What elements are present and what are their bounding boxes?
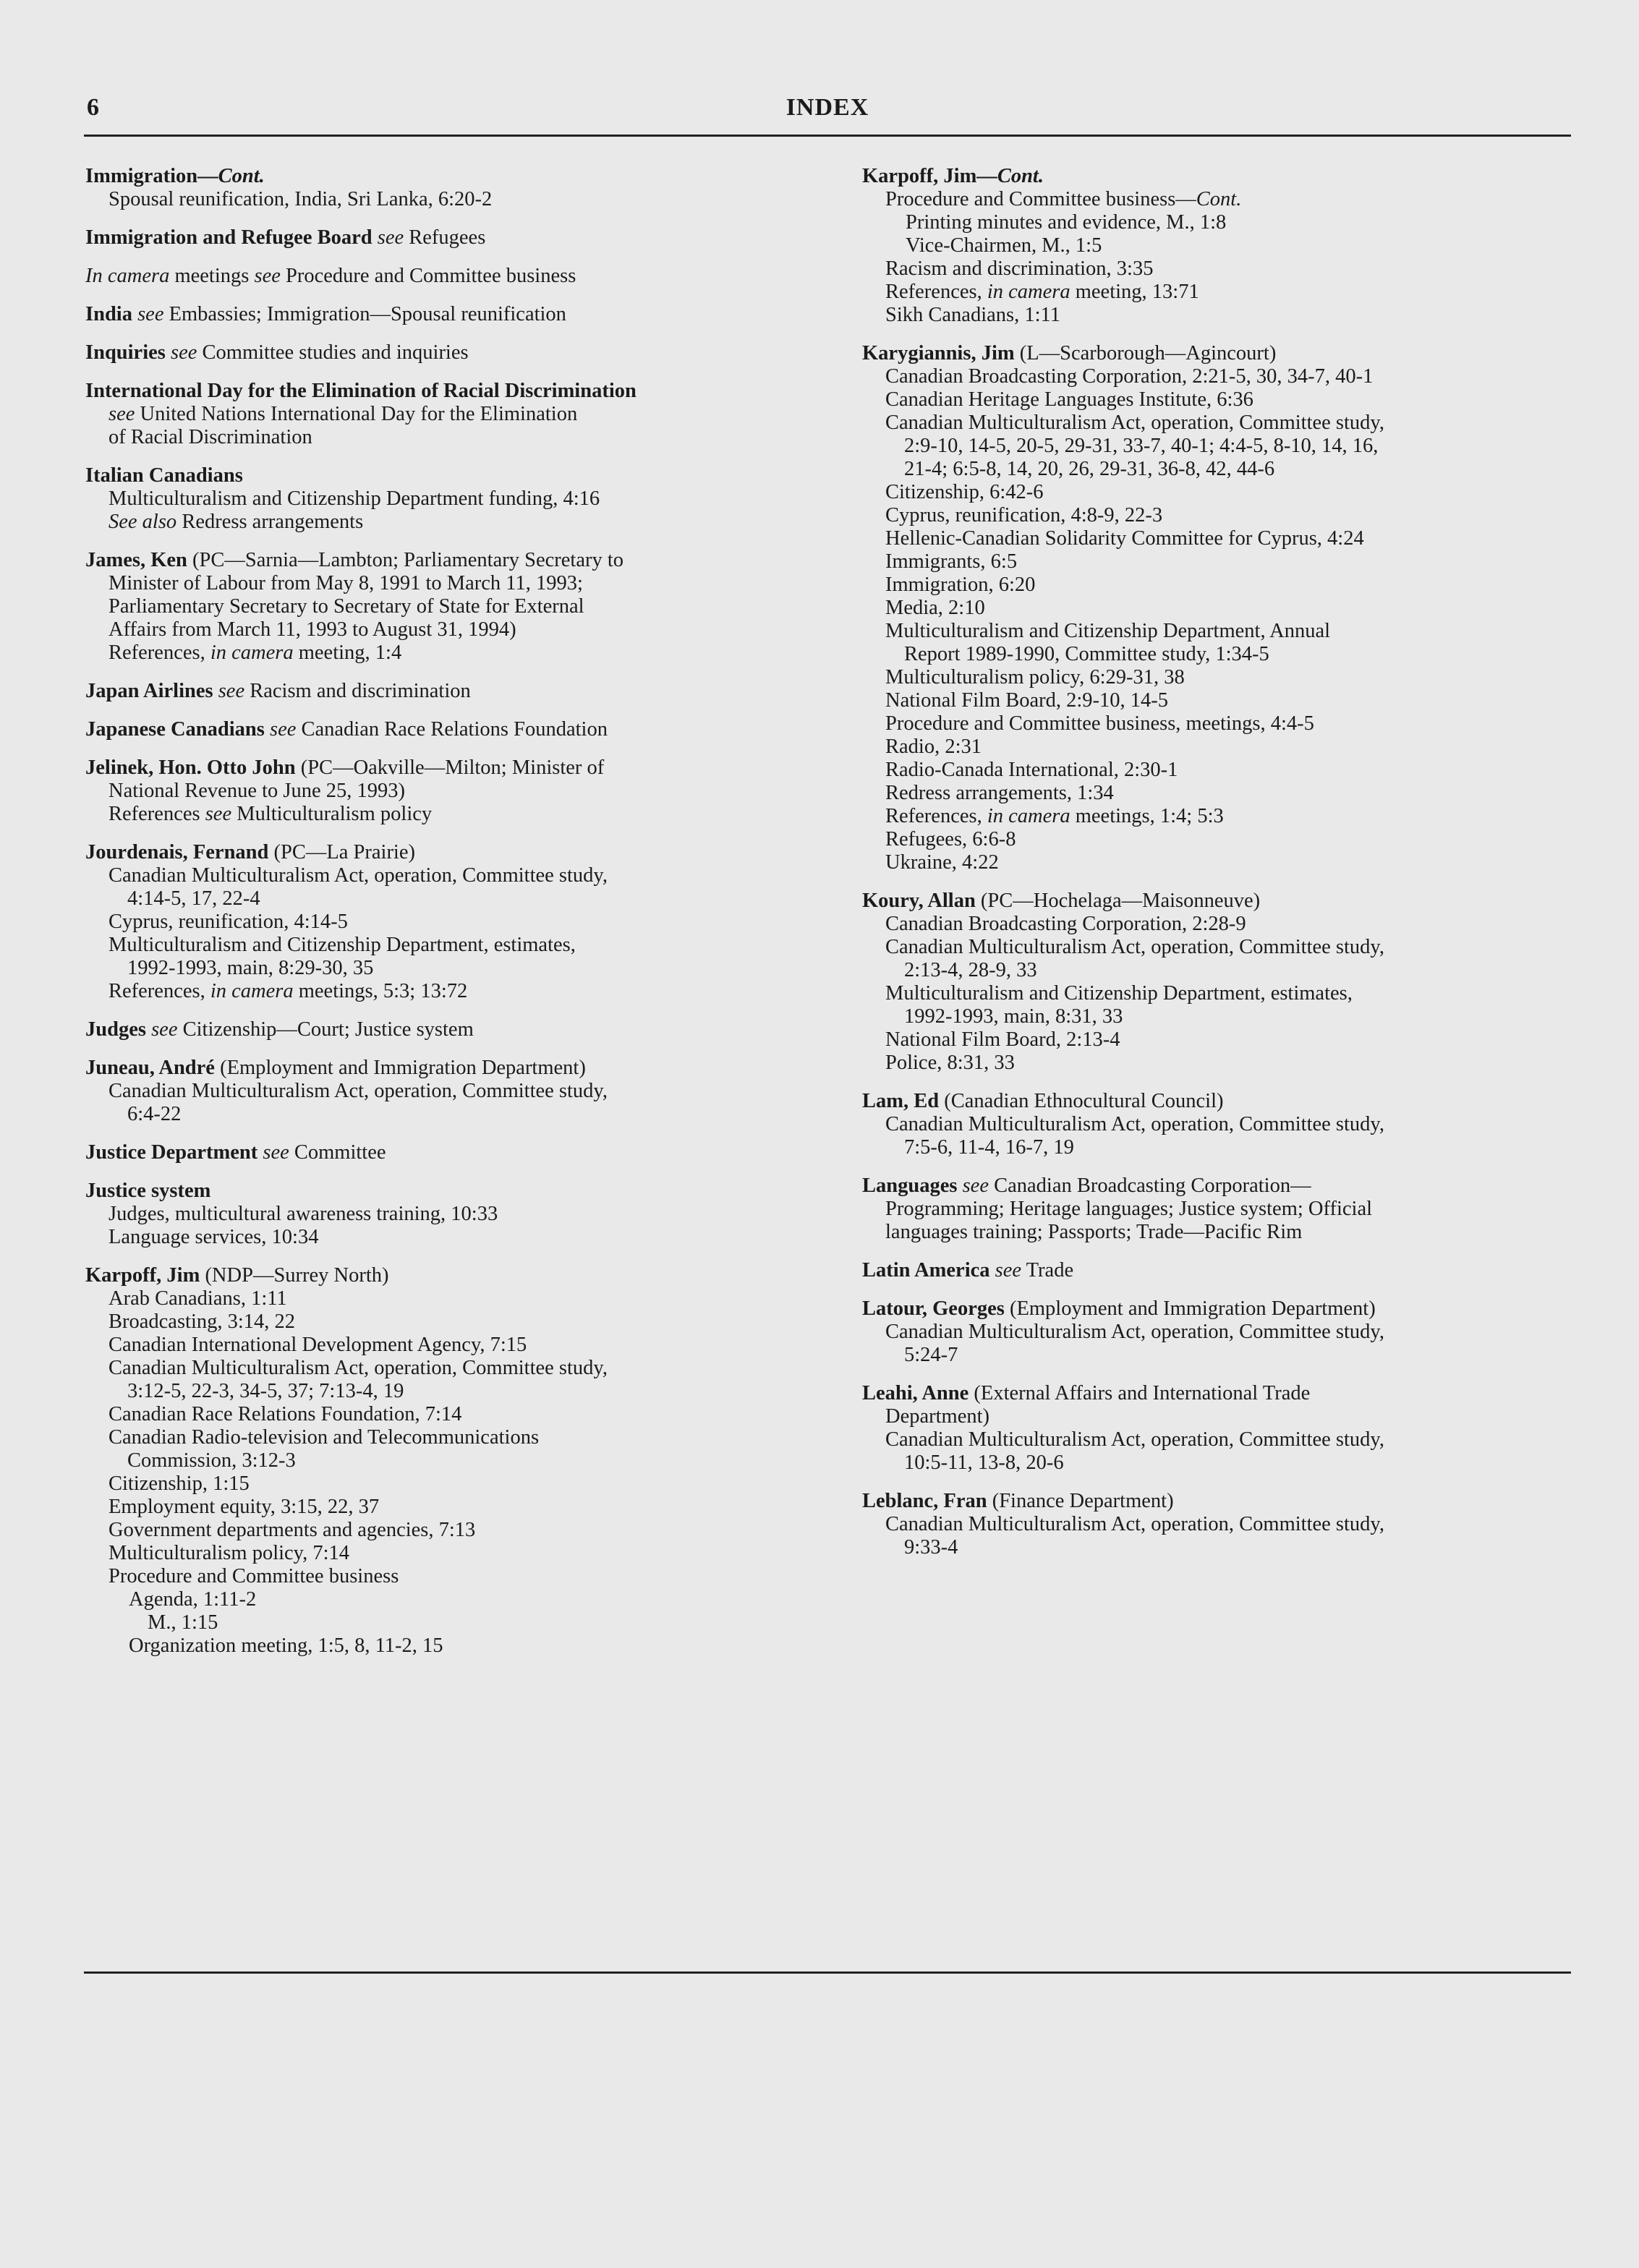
index-subentry	[85, 1449, 794, 1472]
index-subentry	[862, 481, 1571, 504]
index-text: (PC—Hochelaga—Maisonneuve)	[975, 890, 1261, 912]
index-text: Committee	[289, 1141, 386, 1164]
index-subentry	[85, 803, 794, 826]
index-text: Media, 2:10	[885, 597, 985, 619]
index-subentry	[862, 527, 1571, 550]
index-text: Racism and discrimination	[244, 680, 471, 702]
index-subentry	[85, 1426, 794, 1449]
index-text: Sikh Canadians, 1:11	[885, 304, 1060, 326]
index-subentry	[85, 1310, 794, 1334]
index-text: meetings, 5:3; 13:72	[293, 980, 468, 1002]
index-text: Judges	[85, 1018, 152, 1041]
index-subentry	[862, 828, 1571, 851]
index-text: Citizenship, 6:42-6	[885, 481, 1044, 503]
running-head: INDEX	[786, 94, 869, 121]
index-text: Multiculturalism and Citizenship Department, Annual	[885, 620, 1331, 642]
index-text: (L—Scarborough—Agincourt)	[1014, 342, 1277, 364]
index-subentry	[862, 458, 1571, 481]
index-text: Procedure and Committee business	[280, 265, 576, 287]
index-text: 9:33-4	[904, 1536, 958, 1559]
index-subentry	[862, 959, 1571, 982]
index-subentry	[862, 643, 1571, 666]
index-text: meeting, 1:4	[293, 641, 402, 664]
index-subentry	[85, 641, 794, 665]
index-entry	[862, 1490, 1571, 1559]
index-subentry	[85, 1496, 794, 1519]
index-text: Canadian Race Relations Foundation, 7:14	[108, 1403, 462, 1425]
index-subentry	[862, 1028, 1571, 1052]
index-text: Multiculturalism and Citizenship Department, estimates,	[885, 982, 1353, 1005]
index-subentry	[85, 887, 794, 911]
index-subentry	[862, 550, 1571, 574]
index-text: 6:4-22	[127, 1103, 182, 1125]
index-subentry	[85, 1103, 794, 1126]
index-text: Canadian Multiculturalism Act, operation, Committee study,	[108, 1357, 608, 1379]
index-entry	[85, 265, 794, 288]
index-entry	[85, 1141, 794, 1164]
index-text: see	[218, 680, 245, 702]
index-text: Lam, Ed	[862, 1090, 940, 1112]
index-heading	[85, 549, 794, 572]
index-entry	[85, 1018, 794, 1041]
index-subentry	[862, 1136, 1571, 1159]
index-text: Canadian Multiculturalism Act, operation, Committee study,	[108, 1080, 608, 1102]
index-text: Multiculturalism policy, 7:14	[108, 1542, 349, 1564]
index-text: meeting, 13:71	[1070, 281, 1199, 303]
index-entry	[862, 1259, 1571, 1282]
index-text: in camera	[987, 805, 1070, 827]
index-text: Spousal reunification, India, Sri Lanka, 6:20-2	[108, 188, 493, 210]
index-text: References,	[885, 281, 987, 303]
index-text: India	[85, 303, 138, 325]
index-text: Judges, multicultural awareness training, 10:33	[108, 1203, 498, 1225]
index-text: In camera	[85, 265, 170, 287]
index-subentry	[85, 1542, 794, 1565]
index-subentry	[85, 426, 794, 449]
index-subentry	[85, 1472, 794, 1496]
index-entry	[862, 342, 1571, 874]
index-subentry	[85, 911, 794, 934]
index-subentry	[862, 365, 1571, 388]
index-text: see	[263, 1141, 289, 1164]
index-text: Printing minutes and evidence, M., 1:8	[906, 211, 1227, 234]
index-subentry	[85, 1380, 794, 1403]
index-text: Parliamentary Secretary to Secretary of State for External	[108, 595, 584, 618]
index-subentry	[85, 1357, 794, 1380]
index-text: Radio-Canada International, 2:30-1	[885, 759, 1178, 781]
index-heading	[85, 1141, 794, 1164]
index-entry	[85, 756, 794, 826]
index-text: (NDP—Surrey North)	[200, 1264, 389, 1287]
index-text: Canadian Heritage Languages Institute, 6:36	[885, 388, 1253, 411]
index-text: see	[171, 341, 197, 364]
index-text: Refugees, 6:6-8	[885, 828, 1016, 850]
index-subentry	[862, 435, 1571, 458]
index-text: Multiculturalism policy	[231, 803, 433, 825]
index-text: Minister of Labour from May 8, 1991 to March 11, 1993;	[108, 572, 583, 594]
index-text: References,	[108, 980, 210, 1002]
index-text: 10:5-11, 13-8, 20-6	[904, 1451, 1064, 1474]
index-heading	[85, 1018, 794, 1041]
index-heading	[862, 1382, 1571, 1405]
index-heading	[862, 165, 1571, 188]
index-text: References	[108, 803, 205, 825]
index-heading	[85, 1180, 794, 1203]
index-subentry	[862, 666, 1571, 689]
index-text: Japan Airlines	[85, 680, 218, 702]
index-text: (External Affairs and International Trade	[968, 1382, 1311, 1404]
index-heading	[85, 464, 794, 487]
index-text: see	[254, 265, 281, 287]
index-text: (PC—Oakville—Milton; Minister of	[295, 756, 605, 779]
index-text: 3:12-5, 22-3, 34-5, 37; 7:13-4, 19	[127, 1380, 404, 1402]
index-subentry	[862, 913, 1571, 936]
index-text: Latin America	[862, 1259, 995, 1282]
index-heading	[862, 1490, 1571, 1513]
index-text: Hellenic-Canadian Solidarity Committee for Cyprus, 4:24	[885, 527, 1364, 550]
index-entry	[85, 680, 794, 703]
index-text: Canadian Broadcasting Corporation—	[988, 1174, 1311, 1197]
index-text: meetings	[169, 265, 255, 287]
index-text: International Day for the Elimination of Racial Discrimination	[85, 380, 637, 402]
index-entry	[862, 1090, 1571, 1159]
index-text: Canadian Multiculturalism Act, operation, Committee study,	[885, 1513, 1384, 1535]
index-entry	[85, 226, 794, 250]
index-subentry	[85, 1519, 794, 1542]
index-entry	[85, 303, 794, 326]
index-text: M., 1:15	[148, 1611, 218, 1634]
index-text: Cyprus, reunification, 4:8-9, 22-3	[885, 504, 1163, 526]
index-text: 2:13-4, 28-9, 33	[904, 959, 1037, 981]
index-text: Organization meeting, 1:5, 8, 11-2, 15	[129, 1634, 443, 1657]
index-subentry	[85, 511, 794, 534]
index-heading	[85, 1057, 794, 1080]
index-text: Programming; Heritage languages; Justice system; Official	[885, 1198, 1373, 1220]
index-text: Languages	[862, 1174, 963, 1197]
index-text: Procedure and Committee business—	[885, 188, 1196, 210]
index-text: Cyprus, reunification, 4:14-5	[108, 911, 348, 933]
index-subentry	[862, 304, 1571, 327]
index-text: Karpoff, Jim—	[862, 165, 997, 187]
index-subentry	[862, 736, 1571, 759]
index-text: Citizenship, 1:15	[108, 1472, 250, 1495]
index-entry	[862, 1297, 1571, 1367]
index-text: 5:24-7	[904, 1344, 958, 1366]
index-subentry	[85, 1287, 794, 1310]
index-subentry	[85, 980, 794, 1003]
index-text: of Racial Discrimination	[108, 426, 312, 448]
index-subentry	[85, 934, 794, 957]
index-text: References,	[108, 641, 210, 664]
index-text: Affairs from March 11, 1993 to August 31, 1994)	[108, 618, 516, 641]
index-text: (Canadian Ethnocultural Council)	[939, 1090, 1224, 1112]
index-text: Cont.	[218, 165, 265, 187]
index-subentry	[862, 388, 1571, 412]
index-subentry	[85, 1588, 794, 1611]
index-entry	[85, 165, 794, 211]
page-number: 6	[87, 94, 99, 121]
index-text: Latour, Georges	[862, 1297, 1005, 1320]
index-subentry	[862, 412, 1571, 435]
index-heading	[85, 756, 794, 780]
index-text: National Film Board, 2:13-4	[885, 1028, 1120, 1051]
index-text: in camera	[210, 641, 294, 664]
index-text: 4:14-5, 17, 22-4	[127, 887, 260, 910]
index-subentry	[862, 257, 1571, 281]
index-text: see	[151, 1018, 178, 1041]
index-entry	[85, 341, 794, 364]
index-subentry	[85, 864, 794, 887]
index-text: Procedure and Committee business, meetings, 4:4-5	[885, 712, 1314, 735]
index-text: see	[269, 718, 297, 741]
index-heading	[85, 341, 794, 364]
index-subentry	[862, 982, 1571, 1005]
index-text: Cont.	[997, 165, 1044, 187]
index-text: see	[962, 1174, 989, 1197]
index-entry	[85, 1057, 794, 1126]
index-text: Immigrants, 6:5	[885, 550, 1018, 573]
index-entry	[85, 1180, 794, 1249]
index-text: Redress arrangements, 1:34	[885, 782, 1114, 804]
index-text: United Nations International Day for the Elimination	[135, 403, 578, 425]
index-text: Radio, 2:31	[885, 736, 982, 758]
index-text: languages training; Passports; Trade—Pacific Rim	[885, 1221, 1303, 1243]
index-text: 7:5-6, 11-4, 16-7, 19	[904, 1136, 1074, 1159]
index-text: Canadian Multiculturalism Act, operation, Committee study,	[885, 936, 1384, 958]
index-subentry	[85, 780, 794, 803]
index-subentry	[862, 805, 1571, 828]
index-column-left	[85, 165, 794, 1673]
index-text: Ukraine, 4:22	[885, 851, 999, 874]
index-text: Commission, 3:12-3	[127, 1449, 296, 1472]
index-entry	[85, 718, 794, 741]
index-subentry	[85, 403, 794, 426]
index-heading	[862, 890, 1571, 913]
index-text: Leblanc, Fran	[862, 1490, 987, 1512]
index-text: Department)	[885, 1405, 990, 1428]
index-subentry	[85, 1080, 794, 1103]
index-subentry	[862, 504, 1571, 527]
page-header	[84, 91, 1571, 137]
index-text: Multiculturalism and Citizenship Department funding, 4:16	[108, 487, 600, 510]
index-text: Canadian Multiculturalism Act, operation, Committee study,	[885, 1321, 1384, 1343]
index-heading	[862, 1174, 1571, 1198]
index-text: (PC—Sarnia—Lambton; Parliamentary Secretary to	[187, 549, 623, 571]
index-text: Canadian Multiculturalism Act, operation, Committee study,	[885, 412, 1384, 434]
index-subentry	[85, 595, 794, 618]
index-text: Canadian Multiculturalism Act, operation, Committee study,	[108, 864, 608, 887]
index-column-right	[862, 165, 1571, 1574]
index-text: Karygiannis, Jim	[862, 342, 1015, 364]
index-subentry	[85, 487, 794, 511]
index-text: Agenda, 1:11-2	[129, 1588, 257, 1611]
index-text: Trade	[1021, 1259, 1074, 1282]
index-subentry	[862, 1052, 1571, 1075]
index-text: in camera	[210, 980, 294, 1002]
index-subentry	[862, 1451, 1571, 1475]
index-subentry	[862, 597, 1571, 620]
index-text: Police, 8:31, 33	[885, 1052, 1015, 1074]
index-text: Canadian Multiculturalism Act, operation, Committee study,	[885, 1428, 1384, 1451]
index-text: References,	[885, 805, 987, 827]
index-subentry	[862, 1428, 1571, 1451]
index-heading	[862, 1259, 1571, 1282]
index-text: Canadian Race Relations Foundation	[296, 718, 608, 741]
index-text: Citizenship—Court; Justice system	[177, 1018, 474, 1041]
index-subentry	[85, 1634, 794, 1658]
index-subentry	[85, 618, 794, 641]
index-text: Justice Department	[85, 1141, 263, 1164]
index-text: Procedure and Committee business	[108, 1565, 399, 1587]
index-text: Redress arrangements	[176, 511, 364, 533]
index-entry	[85, 1264, 794, 1658]
index-text: 2:9-10, 14-5, 20-5, 29-31, 33-7, 40-1; 4:4-5, 8-10, 14, 16,	[904, 435, 1379, 457]
index-entry	[85, 380, 794, 449]
index-text: 1992-1993, main, 8:29-30, 35	[127, 957, 374, 979]
index-entry	[85, 464, 794, 534]
index-text: Immigration—	[85, 165, 218, 187]
index-entry	[85, 549, 794, 665]
index-subentry	[862, 620, 1571, 643]
index-text: (PC—La Prairie)	[268, 841, 415, 864]
index-text: see	[205, 803, 232, 825]
index-text: Refugees	[404, 226, 486, 249]
index-text: James, Ken	[85, 549, 187, 571]
index-text: Immigration, 6:20	[885, 574, 1036, 596]
index-text: Language services, 10:34	[108, 1226, 319, 1248]
index-text: 21-4; 6:5-8, 14, 20, 26, 29-31, 36-8, 42, 44-6	[904, 458, 1275, 480]
index-subentry	[862, 1536, 1571, 1559]
index-text: (Finance Department)	[987, 1490, 1174, 1512]
index-heading	[862, 342, 1571, 365]
index-text: Canadian Broadcasting Corporation, 2:28-9	[885, 913, 1246, 935]
index-text: Jourdenais, Fernand	[85, 841, 269, 864]
index-entry	[862, 165, 1571, 327]
index-subentry	[862, 1321, 1571, 1344]
index-text: Karpoff, Jim	[85, 1264, 200, 1287]
index-subentry	[862, 234, 1571, 257]
index-heading	[85, 165, 794, 188]
index-text: Vice-Chairmen, M., 1:5	[906, 234, 1102, 257]
index-subentry	[862, 1344, 1571, 1367]
index-text: Broadcasting, 3:14, 22	[108, 1310, 296, 1333]
index-heading	[85, 303, 794, 326]
index-subentry	[862, 759, 1571, 782]
index-heading	[862, 1297, 1571, 1321]
index-heading	[862, 1090, 1571, 1113]
index-subentry	[85, 1226, 794, 1249]
index-text: (Employment and Immigration Department)	[1004, 1297, 1376, 1320]
index-subentry	[862, 689, 1571, 712]
index-text: Multiculturalism policy, 6:29-31, 38	[885, 666, 1185, 688]
index-subentry	[85, 188, 794, 211]
index-subentry	[85, 1611, 794, 1634]
index-subentry	[862, 211, 1571, 234]
index-text: Canadian Broadcasting Corporation, 2:21-5, 30, 34-7, 40-1	[885, 365, 1374, 388]
index-subentry	[862, 936, 1571, 959]
index-subentry	[862, 712, 1571, 736]
index-subentry	[862, 1198, 1571, 1221]
index-subentry	[85, 1334, 794, 1357]
index-text: Committee studies and inquiries	[197, 341, 469, 364]
index-heading	[85, 680, 794, 703]
index-text: Jelinek, Hon. Otto John	[85, 756, 296, 779]
index-subentry	[85, 572, 794, 595]
index-entry	[85, 841, 794, 1003]
index-text: Canadian Multiculturalism Act, operation, Committee study,	[885, 1113, 1384, 1135]
index-subentry	[862, 188, 1571, 211]
index-text: Koury, Allan	[862, 890, 976, 912]
index-text: Canadian International Development Agency, 7:15	[108, 1334, 527, 1356]
index-subentry	[862, 782, 1571, 805]
index-heading	[85, 265, 794, 288]
index-heading	[85, 841, 794, 864]
index-heading	[85, 1264, 794, 1287]
index-subentry	[85, 957, 794, 980]
index-text: Inquiries	[85, 341, 171, 364]
index-subentry	[862, 1113, 1571, 1136]
index-subentry	[862, 1513, 1571, 1536]
index-text: Racism and discrimination, 3:35	[885, 257, 1154, 280]
index-text: Report 1989-1990, Committee study, 1:34-5	[904, 643, 1269, 665]
index-subentry	[862, 1221, 1571, 1244]
index-heading	[85, 718, 794, 741]
index-text: Cont.	[1196, 188, 1242, 210]
index-subentry	[862, 281, 1571, 304]
index-text: 1992-1993, main, 8:31, 33	[904, 1005, 1123, 1028]
index-text: Japanese Canadians	[85, 718, 270, 741]
footer-rule	[84, 1971, 1571, 1974]
index-text: Multiculturalism and Citizenship Department, estimates,	[108, 934, 576, 956]
index-text: National Revenue to June 25, 1993)	[108, 780, 405, 802]
index-text: National Film Board, 2:9-10, 14-5	[885, 689, 1169, 712]
index-subentry	[85, 1203, 794, 1226]
index-entry	[862, 890, 1571, 1075]
index-text: meetings, 1:4; 5:3	[1070, 805, 1224, 827]
index-heading	[85, 380, 794, 403]
index-subentry	[862, 1405, 1571, 1428]
index-subentry	[862, 851, 1571, 874]
index-entry	[862, 1174, 1571, 1244]
index-text: (Employment and Immigration Department)	[214, 1057, 586, 1079]
index-text: Juneau, André	[85, 1057, 215, 1079]
index-text: See also	[108, 511, 177, 533]
index-subentry	[85, 1565, 794, 1588]
index-text: see	[377, 226, 404, 249]
index-subentry	[85, 1403, 794, 1426]
index-text: see	[995, 1259, 1022, 1282]
index-text: Justice system	[85, 1180, 211, 1202]
index-subentry	[862, 574, 1571, 597]
index-text: Employment equity, 3:15, 22, 37	[108, 1496, 380, 1518]
index-text: Embassies; Immigration—Spousal reunification	[163, 303, 566, 325]
index-text: Canadian Radio-television and Telecommunications	[108, 1426, 540, 1449]
index-heading	[85, 226, 794, 250]
index-text: Government departments and agencies, 7:13	[108, 1519, 476, 1541]
index-entry	[862, 1382, 1571, 1475]
index-subentry	[862, 1005, 1571, 1028]
index-text: Leahi, Anne	[862, 1382, 969, 1404]
index-text: see	[108, 403, 135, 425]
index-text: Immigration and Refugee Board	[85, 226, 378, 249]
index-text: in camera	[987, 281, 1070, 303]
index-text: see	[137, 303, 164, 325]
index-text: Italian Canadians	[85, 464, 243, 487]
index-text: Arab Canadians, 1:11	[108, 1287, 287, 1310]
